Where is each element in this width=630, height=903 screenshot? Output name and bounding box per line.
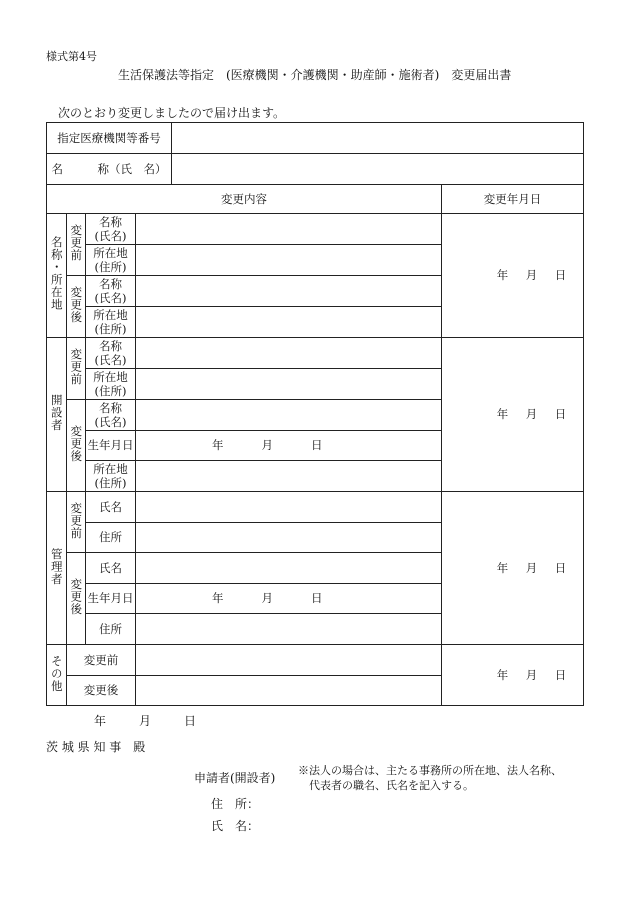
other-before-input[interactable] — [136, 645, 442, 676]
section-manager: 管理者 — [49, 547, 64, 586]
section-name-location: 名称・所在地 — [49, 236, 64, 312]
label-after: 変更後 — [69, 286, 84, 324]
mg-before-address-input[interactable] — [136, 523, 442, 553]
nl-change-date[interactable]: 年 月 日 — [442, 214, 584, 338]
section-other: その他 — [49, 654, 64, 693]
name-cell-label: 名称 (氏名) — [86, 214, 136, 245]
name-input[interactable] — [172, 154, 584, 185]
name-label: 名 称（氏 名） — [47, 154, 172, 185]
institution-number-label: 指定医療機関等番号 — [47, 123, 172, 154]
change-date-header: 変更年月日 — [442, 185, 584, 214]
nl-after-name-input[interactable] — [136, 276, 442, 307]
fd-after-location-input[interactable] — [136, 461, 442, 492]
applicant-address-label: 住 所： — [211, 797, 260, 811]
institution-number-input[interactable] — [172, 123, 584, 154]
change-content-header: 変更内容 — [47, 185, 442, 214]
submission-date[interactable]: 年 月 日 — [94, 714, 197, 728]
nl-before-name-input[interactable] — [136, 214, 442, 245]
nl-after-location-input[interactable] — [136, 307, 442, 338]
form-number: 様式第4号 — [46, 50, 97, 63]
addressee: 茨 城 県 知 事 殿 — [46, 740, 146, 754]
mg-after-address-input[interactable] — [136, 614, 442, 645]
applicant-address-input[interactable] — [262, 793, 562, 809]
mg-before-name-input[interactable] — [136, 492, 442, 523]
mg-after-name-input[interactable] — [136, 553, 442, 584]
mg-change-date[interactable]: 年 月 日 — [442, 492, 584, 645]
applicant-name-label: 氏 名： — [211, 819, 260, 833]
nl-before-location-input[interactable] — [136, 245, 442, 276]
other-change-date[interactable]: 年 月 日 — [442, 645, 584, 706]
fd-after-name-input[interactable] — [136, 400, 442, 431]
note-line2: 代表者の職名、氏名を記入する。 — [309, 779, 474, 792]
fd-before-location-input[interactable] — [136, 369, 442, 400]
section-founder: 開設者 — [49, 394, 64, 432]
applicant-label: 申請者(開設者) — [194, 771, 276, 785]
label-before: 変更前 — [69, 224, 84, 262]
change-form-table: 指定医療機関等番号 名 称（氏 名） 変更内容 変更年月日 名称・所在地 変更前 名称 (氏名) 年 月 日 所在地 (住所) 変更後 名称 (氏名) 所在地 (住所) 開設者 変更前 名称 (氏名) 年 月 日 所在地 (住所) 変更後 名称 (氏名) 生年月日 年 月 日 所在地 (住所) 管理者 変更前 氏名 年 月 日 住所 変更後 氏名 生年月日 年 月 日 住所 その他 変更前 年 月 日 変更後 — [46, 122, 584, 706]
form-title: 生活保護法等指定 (医療機関・介護機関・助産師・施術者) 変更届出書 — [118, 68, 512, 82]
fd-before-name-input[interactable] — [136, 338, 442, 369]
other-after-input[interactable] — [136, 676, 442, 706]
fd-birthdate-input[interactable]: 年 月 日 — [136, 431, 442, 461]
intro-text: 次のとおり変更しましたので届け出ます。 — [58, 106, 286, 120]
mg-birthdate-input[interactable]: 年 月 日 — [136, 584, 442, 614]
fd-change-date[interactable]: 年 月 日 — [442, 338, 584, 492]
note-line1: ※法人の場合は、主たる事務所の所在地、法人名称、 — [298, 764, 562, 777]
applicant-name-input[interactable] — [262, 815, 562, 831]
